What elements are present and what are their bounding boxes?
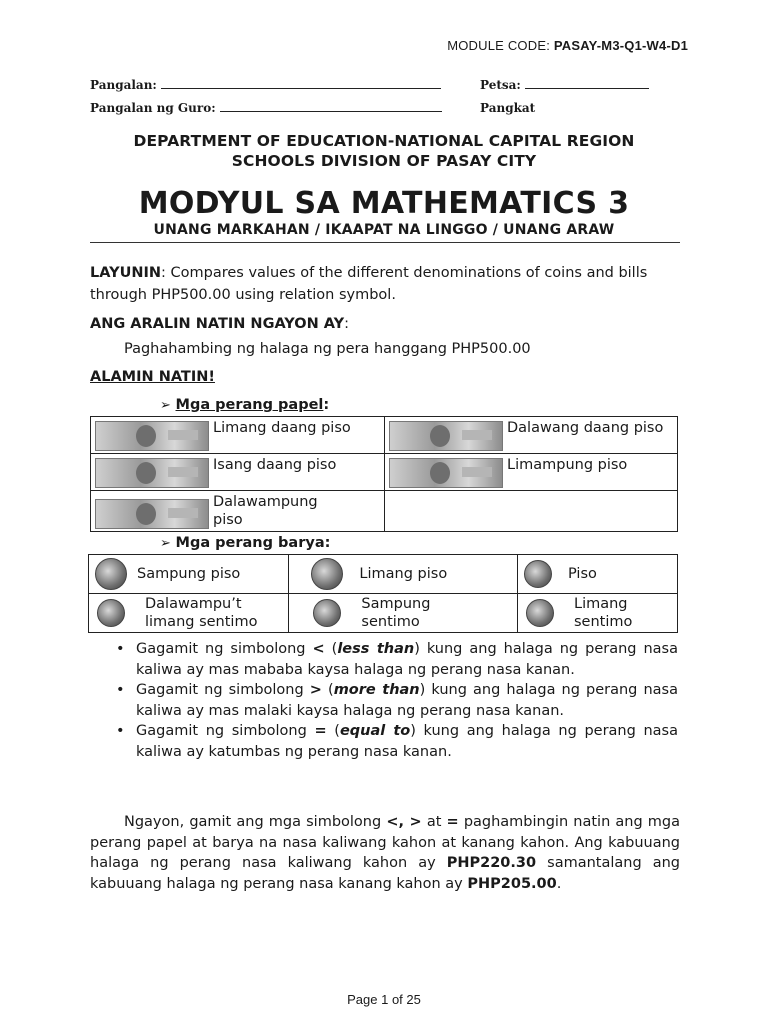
10-peso-coin-image [95,558,127,590]
coin-label: Piso [567,566,597,582]
coin-cell [89,594,289,633]
aralin-text: Paghahambing ng halaga ng pera hanggang PHP500.00 [124,341,531,357]
rule-symbol: < [312,641,325,657]
guro-line[interactable] [220,101,442,112]
10-centavo-coin-image [313,599,341,627]
bill-cell [91,491,385,532]
layunin-text: : Compares values of the different denominations of coins and bills through PHP500.00 using relation symbol. [90,265,648,303]
bill-cell [385,454,678,491]
aralin-colon: : [344,316,350,332]
petsa-line[interactable] [525,78,649,89]
guro-label: Pangalan ng Guro: [90,101,216,115]
rule-symbol: = [314,723,327,739]
symbol-rules [90,639,678,762]
petsa-label: Petsa: [480,78,521,92]
closing-text: samantalang ang kabuuang halaga ng perang nasa kanang kahon ay [90,855,680,892]
table-row [91,454,678,491]
right-total-value: PHP205.00 [467,875,557,892]
division-line: SCHOOLS DIVISION OF PASAY CITY [231,152,537,170]
papel-heading [160,394,560,417]
name-field-row [90,78,441,92]
closing-text: at [421,814,447,830]
rule-text: ) kung ang halaga ng perang nasa kaliwa ay mas malaki kaysa halaga ng perang nasa kanan. [136,682,678,719]
25-centavo-coin-image [97,599,125,627]
coin-cell [289,594,518,633]
module-code-label: MODULE CODE: [447,38,554,53]
pangalan-line[interactable] [161,78,441,89]
table-row [91,491,678,532]
coin-label: Sampung piso [137,566,241,582]
arrow-bullet-icon: ➢ [160,536,171,551]
page-number: Page 1 of 25 [347,992,421,1007]
coin-cell [517,555,677,594]
coin-label: Sampung sentimo [361,596,431,630]
20-peso-bill-image [95,499,209,529]
rule-text: Gagamit ng simbolong [136,682,310,698]
bill-cell [385,417,678,454]
1-peso-coin-image [524,560,552,588]
200-peso-bill-image [389,421,503,451]
bill-label: Limampung piso [507,457,628,473]
page-subtitle: UNANG MARKAHAN / IKAAPAT NA LINGGO / UNANG ARAW [153,222,615,238]
rule-text: Gagamit ng simbolong [136,641,313,657]
100-peso-bill-image [95,458,209,488]
rule-text: ( [324,641,338,657]
layunin-label: LAYUNIN [90,265,162,281]
barya-heading [160,532,560,555]
empty-cell [385,491,678,532]
alamin-heading: ALAMIN NATIN! [90,369,215,385]
pangalan-label: Pangalan: [90,78,157,92]
coin-cell [289,555,518,594]
closing-text: Ngayon, gamit ang mga simbolong [124,814,387,830]
list-item [90,680,678,721]
closing-text: paghambingin natin ang mga perang papel at barya na nasa kaliwang kahon at kanang kahon. Ang kabuuang halaga ng perang nasa kaliwang kahon ay [90,814,681,871]
papel-heading-label: Mga perang papel [175,397,324,413]
bill-cell [91,454,385,491]
page-title: MODYUL SA MATHEMATICS 3 [138,186,630,221]
barya-heading-colon: : [324,535,331,551]
bill-label: Dalawampung piso [213,494,318,528]
rule-emphasis: equal to [339,723,411,739]
table-row [89,555,678,594]
bill-label: Limang daang piso [213,420,351,436]
petsa-field-row [480,78,649,92]
closing-symbols: <, > [386,814,422,830]
coins-table [88,554,678,633]
list-item [90,639,678,680]
left-total-value: PHP220.30 [446,855,537,871]
table-row [91,417,678,454]
module-code-value: PASAY-M3-Q1-W4-D1 [553,38,688,53]
list-item [90,721,678,762]
pangkat-field-row [480,101,535,115]
arrow-bullet-icon: ➢ [160,398,171,413]
rule-text: ) kung ang halaga ng perang nasa kaliwa ay mas mababa kaysa halaga ng perang nasa kanan. [136,641,678,678]
rule-text: Gagamit ng simbolong [136,723,315,739]
barya-heading-label: Mga perang barya [175,535,325,551]
guro-field-row [90,101,442,115]
closing-text: . [556,875,562,892]
bills-table [90,416,678,532]
50-peso-bill-image [389,458,503,488]
table-row [89,594,678,633]
department-line: DEPARTMENT OF EDUCATION-NATIONAL CAPITAL REGION [133,132,635,150]
500-peso-bill-image [95,421,209,451]
rule-symbol: > [309,682,322,698]
aralin-label: ANG ARALIN NATIN NGAYON AY [90,316,345,332]
closing-symbol-equal: = [446,814,459,830]
coin-label: Dalawampu’t limang sentimo [145,596,258,630]
closing-paragraph [90,812,680,894]
rule-emphasis: less than [337,641,415,657]
5-centavo-coin-image [526,599,554,627]
coin-cell [89,555,289,594]
rule-text: ) kung ang halaga ng perang nasa kaliwa ay katumbas ng perang nasa kanan. [136,723,678,760]
papel-heading-colon: : [323,397,330,413]
rule-text: ( [326,723,340,739]
bill-label: Isang daang piso [213,457,337,473]
title-divider [90,242,680,243]
rule-emphasis: more than [333,682,420,698]
5-peso-coin-image [311,558,343,590]
coin-label: Limang sentimo [573,596,633,630]
bill-cell [91,417,385,454]
coin-cell [517,594,677,633]
module-code [447,38,688,53]
layunin-paragraph [90,262,680,306]
pangkat-label: Pangkat [480,101,536,115]
bill-label: Dalawang daang piso [507,420,664,436]
rule-text: ( [321,682,334,698]
coin-label: Limang piso [359,566,448,582]
aralin-heading [90,313,680,335]
